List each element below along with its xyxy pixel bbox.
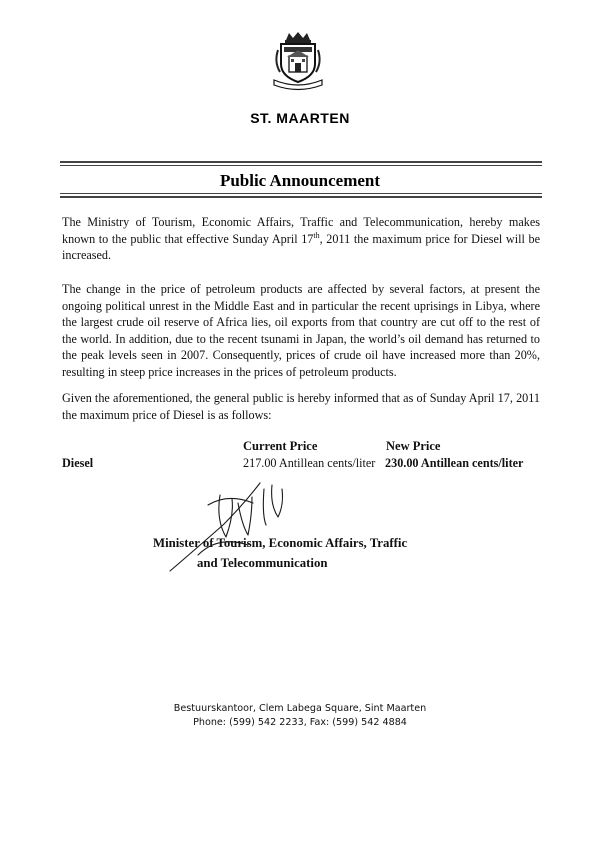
- document-title: Public Announcement: [219, 171, 381, 190]
- new-price-header: New Price: [386, 439, 441, 453]
- coat-of-arms-icon: [268, 30, 328, 92]
- footer-address: Bestuurskantoor, Clem Labega Square, Sint Maarten: [173, 703, 427, 714]
- current-price-value: 217.00 Antillean cents/liter: [243, 456, 376, 470]
- organization-name: ST. MAARTEN: [250, 110, 350, 126]
- paragraph-reasons: The change in the price of petroleum products are affected by several factors, at present the ongoing political unrest in the Middle East and in particular the recent uprisings in Libya, where the largest crude oil reserve of Africa lies, oil exports from that country are cut off to the rest of the world. In addition, due to the recent tsunami in Japan, the world’s oil demand has returned to the peak levels seen in 2007. Consequently, prices of crude oil have increased more than 20%, resulting in steep price increases in the prices of petroleum products.: [62, 282, 540, 379]
- paragraph-notice: Given the aforementioned, the general public is hereby informed that as of Sunday April 17, 2011 the maximum price of Diesel is as follows:: [62, 391, 540, 422]
- signatory-line-2: and Telecommunication: [197, 556, 328, 570]
- product-name: Diesel: [62, 456, 94, 470]
- current-price-header: Current Price: [243, 439, 318, 453]
- new-price-value: 230.00 Antillean cents/liter: [385, 456, 524, 470]
- title-rule-bottom-thin: [60, 193, 542, 194]
- title-rule-top-thick: [60, 161, 542, 163]
- signature-icon: [168, 475, 308, 575]
- paragraph-effective-date: The Ministry of Tourism, Economic Affairs, Traffic and Telecommunication, hereby makes known to the public that effective Sunday April 17th, 2011 the maximum price for Diesel will be increased.: [62, 215, 540, 262]
- signatory-line-1: Minister of Tourism, Economic Affairs, Traffic: [153, 536, 408, 550]
- title-rule-bottom-thick: [60, 196, 542, 198]
- title-rule-top-thin: [60, 165, 542, 166]
- footer-contact: Phone: (599) 542 2233, Fax: (599) 542 4884: [193, 717, 407, 728]
